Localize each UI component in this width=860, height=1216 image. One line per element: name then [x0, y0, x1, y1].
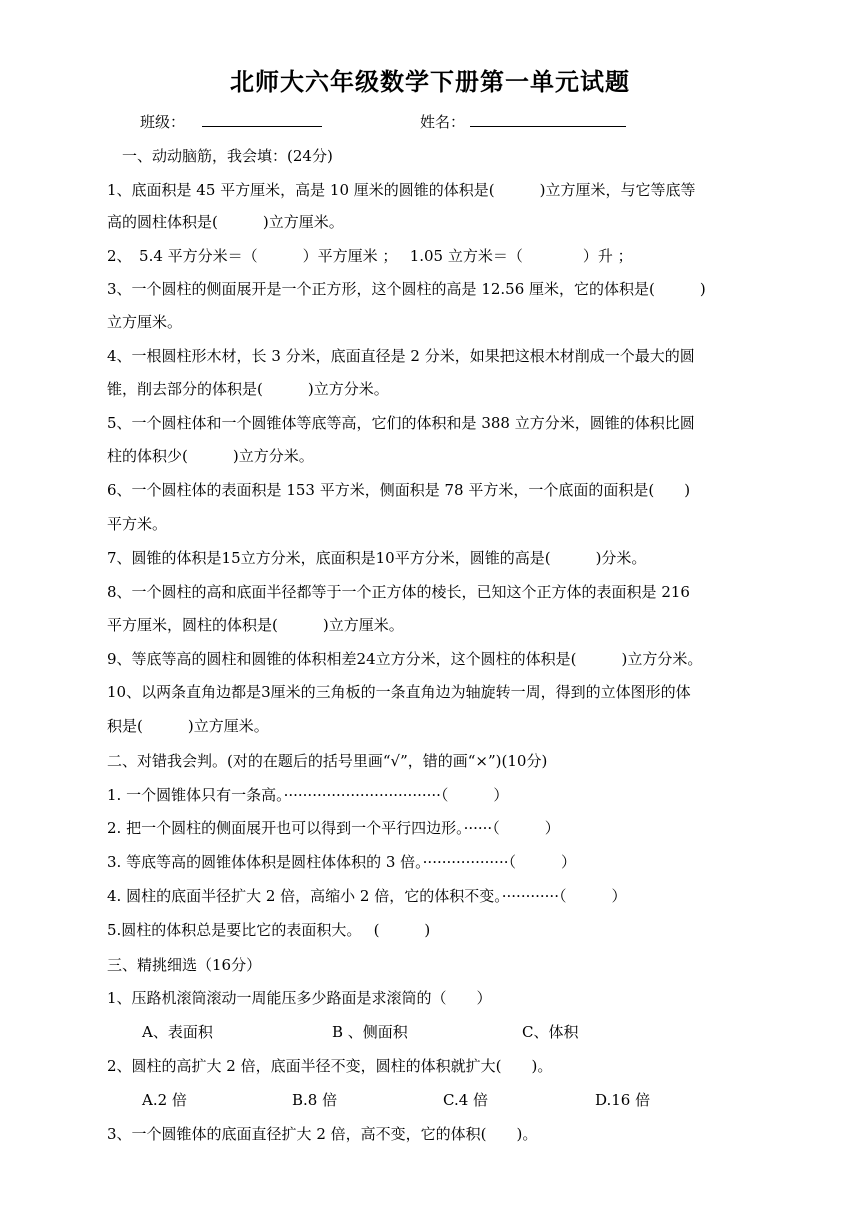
section3-heading: 三、精挑细选（16分）	[107, 956, 262, 974]
choice-option[interactable]: C、体积	[522, 1023, 579, 1041]
fill-line: 7、圆锥的体积是15立方分米，底面积是10平方分米，圆锥的高是( )分米。	[107, 549, 647, 567]
fill-line: 6、一个圆柱体的表面积是 153 平方米，侧面积是 78 平方米，一个底面的面积是( )	[107, 481, 691, 499]
choice-option[interactable]: A、表面积	[142, 1023, 213, 1041]
choice-question: 2、圆柱的高扩大 2 倍，底面半径不变，圆柱的体积就扩大( )。	[107, 1057, 553, 1075]
fill-line: 立方厘米。	[107, 313, 183, 331]
name-blank[interactable]	[470, 112, 626, 132]
choice-option[interactable]: D.16 倍	[595, 1091, 651, 1109]
judge-item: 5.圆柱的体积总是要比它的表面积大。 ( )	[107, 921, 431, 939]
class-label: 班级：	[140, 113, 186, 131]
fill-line: 平方米。	[107, 515, 168, 533]
fill-line: 积是( )立方厘米。	[107, 717, 269, 735]
fill-line: 4、一根圆柱形木材，长 3 分米，底面直径是 2 分米，如果把这根木材削成一个最大的圆	[107, 347, 695, 365]
judge-item: 1. 一个圆锥体只有一条高。·································（ ）	[107, 786, 509, 804]
fill-line: 高的圆柱体积是( )立方厘米。	[107, 213, 344, 231]
name-label: 姓名：	[420, 113, 466, 131]
judge-item: 4. 圆柱的底面半径扩大 2 倍，高缩小 2 倍，它的体积不变。············（ ）	[107, 887, 627, 905]
fill-line: 1、底面积是 45 平方厘米，高是 10 厘米的圆锥的体积是( )立方厘米，与它等底等	[107, 181, 696, 199]
fill-line: 10、以两条直角边都是3厘米的三角板的一条直角边为轴旋转一周，得到的立体图形的体	[107, 683, 691, 701]
fill-line: 2、 5.4 平方分米＝（ ）平方厘米 ； 1.05 立方米＝（ ）升 ；	[107, 247, 633, 265]
section1-heading: 一、动动脑筋，我会填：(24分)	[122, 147, 333, 165]
choice-option[interactable]: B 、侧面积	[332, 1023, 408, 1041]
fill-line: 3、一个圆柱的侧面展开是一个正方形，这个圆柱的高是 12.56 厘米，它的体积是( )	[107, 280, 706, 298]
choice-option[interactable]: C.4 倍	[443, 1091, 489, 1109]
choice-option[interactable]: B.8 倍	[292, 1091, 338, 1109]
choice-question: 1、压路机滚筒滚动一周能压多少路面是求滚筒的（ ）	[107, 989, 492, 1007]
fill-line: 锥，削去部分的体积是( )立方分米。	[107, 380, 389, 398]
section2-heading: 二、对错我会判。(对的在题后的括号里画“√”，错的画“×”)(10分)	[107, 752, 548, 770]
page-title: 北师大六年级数学下册第一单元试题	[230, 68, 630, 96]
fill-line: 5、一个圆柱体和一个圆锥体等底等高，它们的体积和是 388 立方分米，圆锥的体积比圆	[107, 414, 695, 432]
fill-line: 柱的体积少( )立方分米。	[107, 447, 314, 465]
judge-item: 3. 等底等高的圆锥体体积是圆柱体体积的 3 倍。··················（ ）	[107, 853, 576, 871]
fill-line: 平方厘米，圆柱的体积是( )立方厘米。	[107, 616, 404, 634]
choice-option[interactable]: A.2 倍	[142, 1091, 187, 1109]
judge-item: 2. 把一个圆柱的侧面展开也可以得到一个平行四边形。······（ ）	[107, 819, 560, 837]
choice-question: 3、一个圆锥体的底面直径扩大 2 倍，高不变，它的体积( )。	[107, 1125, 538, 1143]
fill-line: 8、一个圆柱的高和底面半径都等于一个正方体的棱长，已知这个正方体的表面积是 216	[107, 583, 690, 601]
class-blank[interactable]	[202, 112, 322, 132]
fill-line: 9、等底等高的圆柱和圆锥的体积相差24立方分米，这个圆柱的体积是( )立方分米。	[107, 650, 703, 668]
